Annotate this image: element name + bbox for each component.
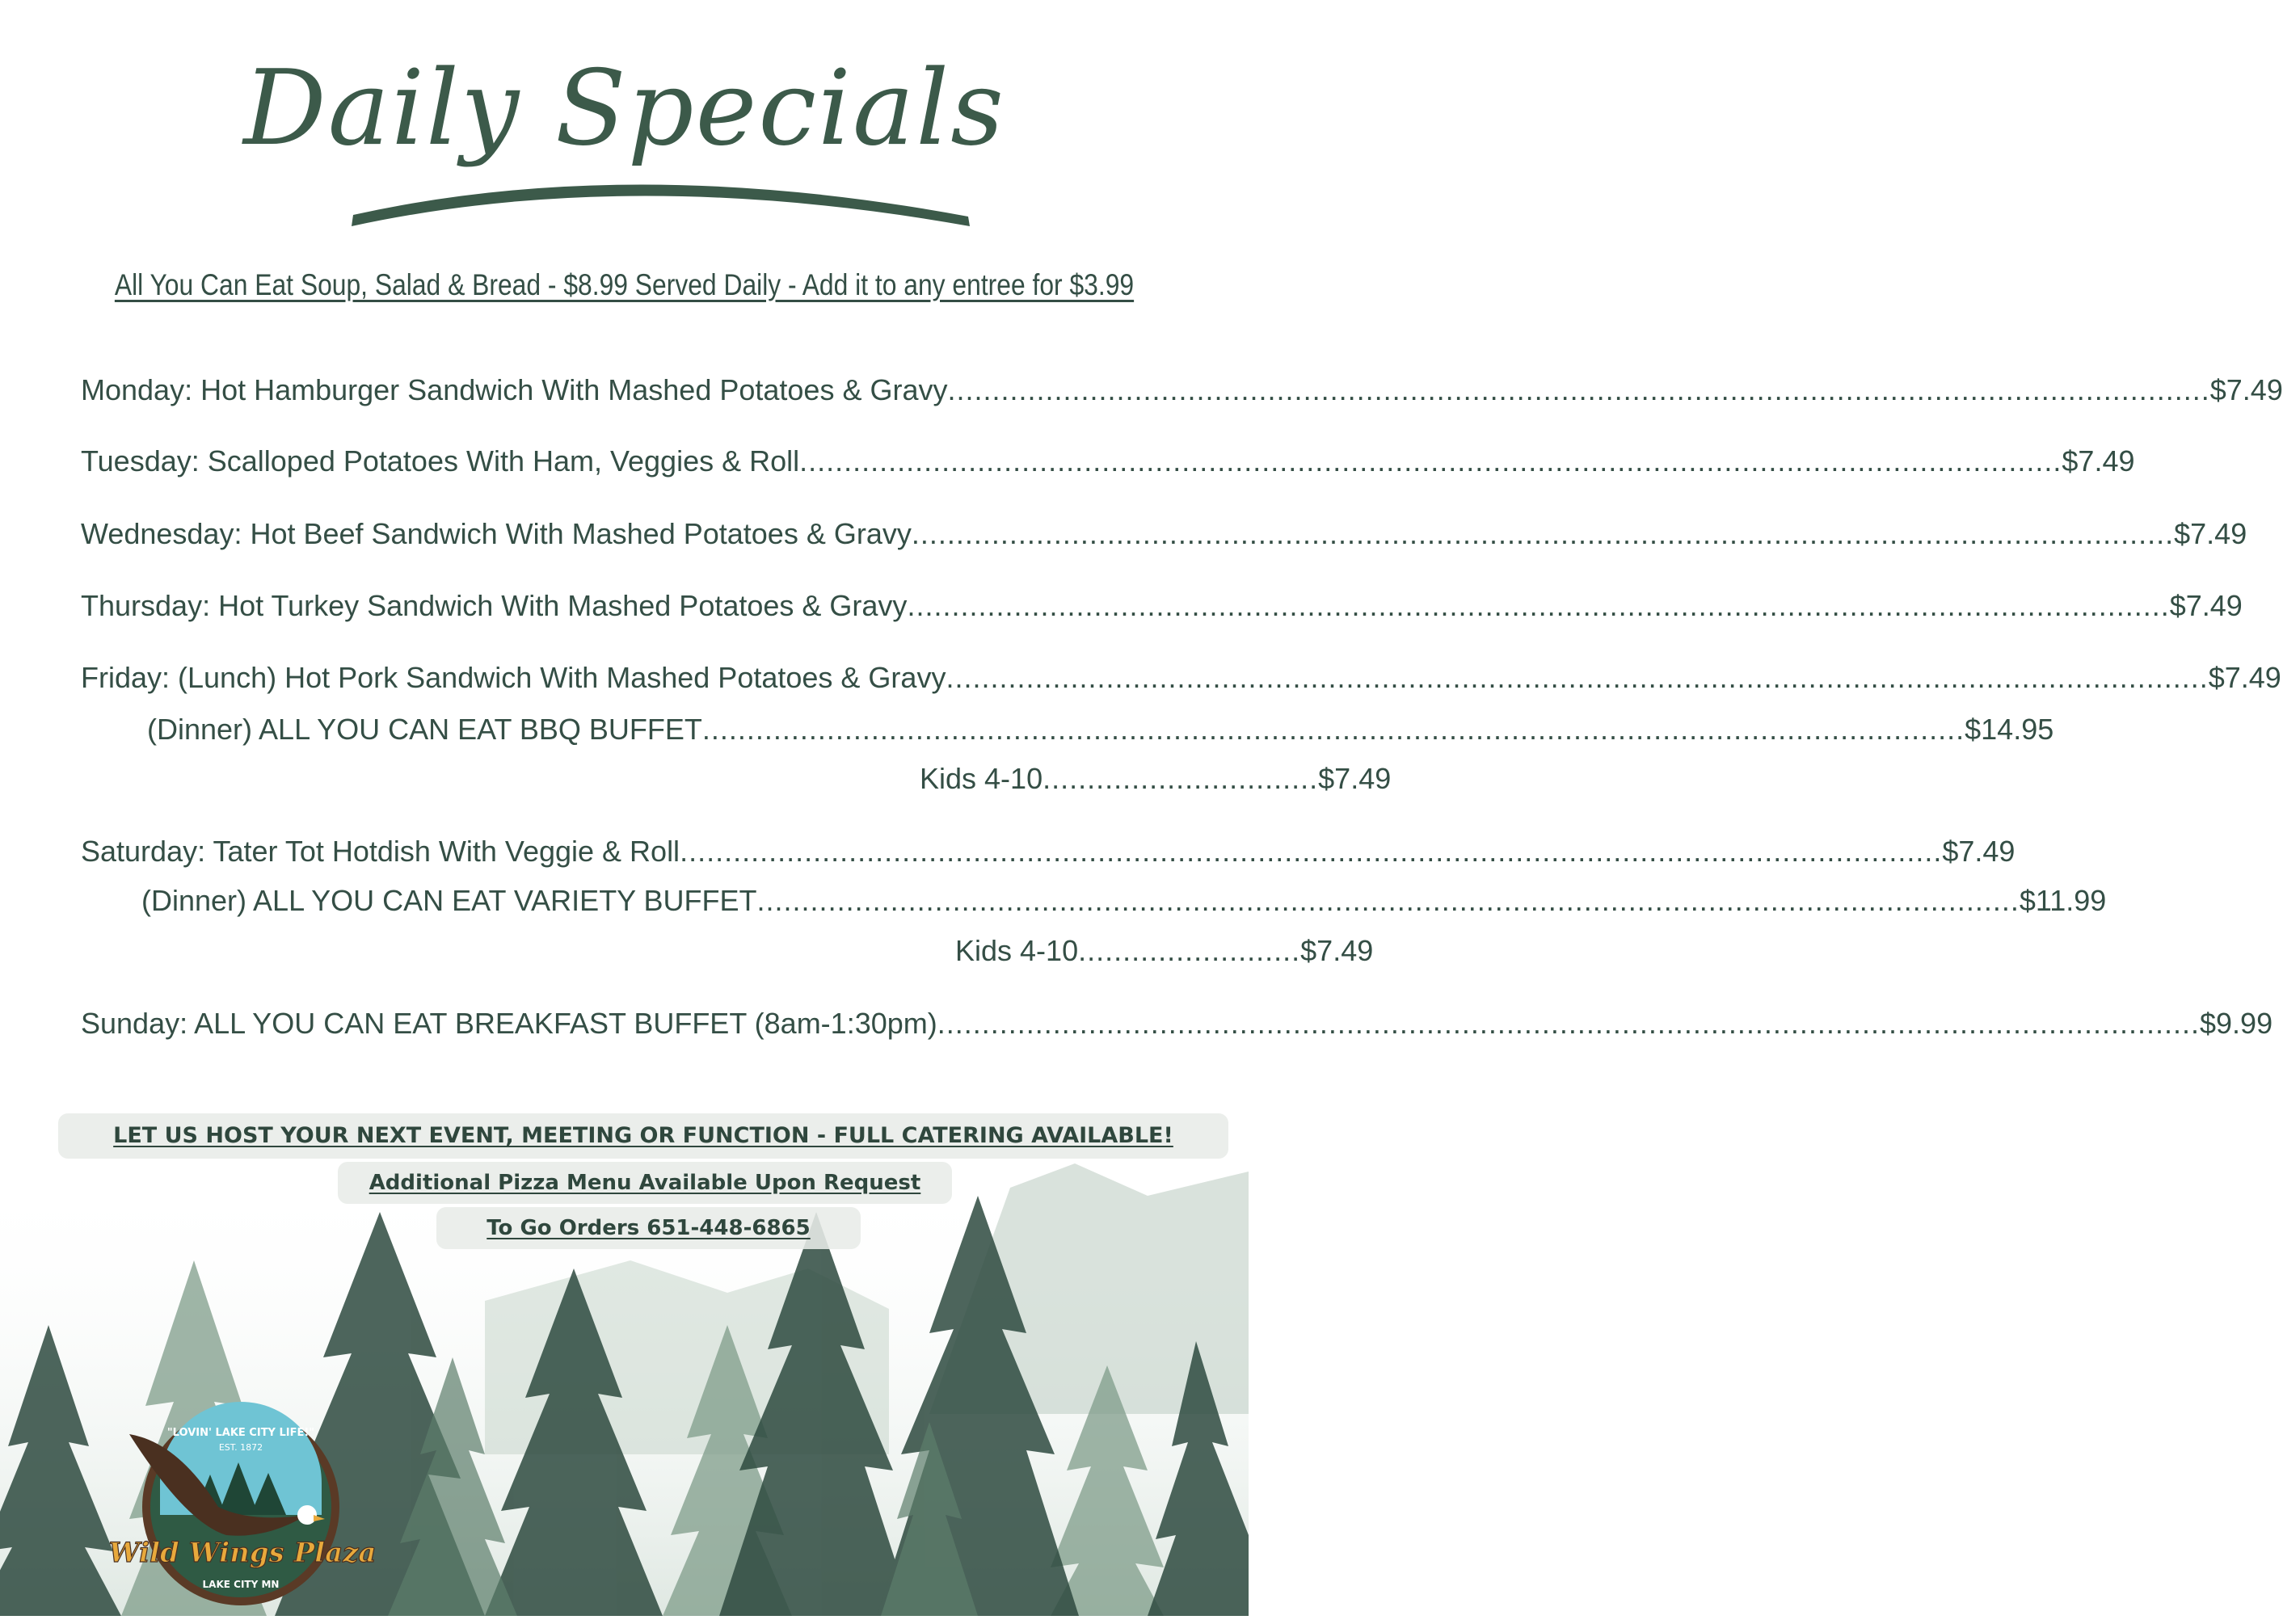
logo-emblem-icon — [108, 1386, 377, 1620]
menu-item-text: Kids 4-10 — [955, 934, 1079, 967]
leader-dots: .............................................................................................................................................. — [947, 373, 2210, 406]
menu-item-text: Tuesday: Scalloped Potatoes With Ham, Veggies & Roll — [81, 444, 800, 478]
leader-dots: .............................................................................................................................................. — [937, 1007, 2201, 1040]
leader-dots: .............................................................................................................................................. — [946, 661, 2209, 694]
menu-item-text: Saturday: Tater Tot Hotdish With Veggie & Roll — [81, 835, 680, 868]
menu-item-text: Thursday: Hot Turkey Sandwich With Mashed Potatoes & Gravy — [81, 589, 908, 622]
wild-wings-plaza-logo — [108, 1386, 377, 1620]
menu-item-price: $7.49 — [2208, 661, 2281, 694]
leader-dots: .............................................................................................................................................. — [799, 444, 2062, 478]
catering-banner: LET US HOST YOUR NEXT EVENT, MEETING OR FUNCTION - FULL CATERING AVAILABLE! — [58, 1113, 1228, 1159]
logo-location: LAKE CITY MN — [202, 1579, 280, 1590]
menu-item-price: $7.49 — [2169, 589, 2243, 622]
menu-item-monday — [81, 372, 2283, 409]
menu-item-friday-kids — [920, 760, 1392, 797]
menu-item-price: $11.99 — [2019, 884, 2107, 917]
menu-item-price: $7.49 — [1942, 835, 2016, 868]
menu-item-text: Friday: (Lunch) Hot Pork Sandwich With Mashed Potatoes & Gravy — [81, 661, 946, 694]
logo-established: EST. 1872 — [218, 1442, 263, 1453]
menu-item-saturday-kids — [955, 932, 1374, 970]
menu-item-tuesday — [81, 443, 2135, 480]
menu-item-text: (Dinner) ALL YOU CAN EAT BBQ BUFFET — [147, 713, 702, 746]
logo-tagline: "LOVIN' LAKE CITY LIFE!" — [166, 1427, 315, 1439]
title-underline — [0, 0, 1249, 242]
leader-dots: .............................................................................................................................................. — [680, 835, 1943, 868]
leader-dots: .............................................................................................................................................. — [907, 589, 2170, 622]
menu-item-saturday-dinner — [141, 882, 2107, 919]
menu-item-text: (Dinner) ALL YOU CAN EAT VARIETY BUFFET — [141, 884, 757, 917]
menu-item-price: $9.99 — [2200, 1007, 2273, 1040]
menu-item-thursday — [81, 587, 2243, 625]
page-title: Daily Specials — [243, 48, 1005, 169]
menu-item-friday-lunch — [81, 659, 2281, 696]
pizza-banner: Additional Pizza Menu Available Upon Request — [338, 1162, 952, 1204]
menu-item-wednesday — [81, 515, 2247, 553]
leader-dots: .............................................................................................................................................. — [756, 884, 2020, 917]
leader-dots: ............................... — [1043, 762, 1319, 795]
menu-item-text: Sunday: ALL YOU CAN EAT BREAKFAST BUFFET (8am-1:30pm) — [81, 1007, 937, 1040]
leader-dots: ......................... — [1078, 934, 1301, 967]
menu-item-text: Kids 4-10 — [920, 762, 1043, 795]
leader-dots: .............................................................................................................................................. — [911, 517, 2175, 550]
leader-dots: .............................................................................................................................................. — [701, 713, 1965, 746]
menu-item-price: $7.49 — [1318, 762, 1392, 795]
menu-item-friday-dinner — [147, 711, 2054, 748]
menu-item-price: $14.95 — [1965, 713, 2054, 746]
menu-item-saturday — [81, 833, 2016, 870]
logo-name: Wild Wings Plaza — [108, 1537, 377, 1569]
menu-item-text: Wednesday: Hot Beef Sandwich With Mashed Potatoes & Gravy — [81, 517, 912, 550]
menu-item-sunday — [81, 1005, 2273, 1042]
soup-salad-line: All You Can Eat Soup, Salad & Bread - $8.99 Served Daily - Add it to any entree for $3.99 — [114, 268, 1135, 301]
menu-item-price: $7.49 — [2062, 444, 2135, 478]
menu-item-price: $7.49 — [2174, 517, 2247, 550]
menu-item-text: Monday: Hot Hamburger Sandwich With Mashed Potatoes & Gravy — [81, 373, 948, 406]
menu-item-price: $7.49 — [1300, 934, 1374, 967]
menu-item-price: $7.49 — [2209, 373, 2283, 406]
to-go-orders-banner: To Go Orders 651-448-6865 — [436, 1207, 861, 1249]
